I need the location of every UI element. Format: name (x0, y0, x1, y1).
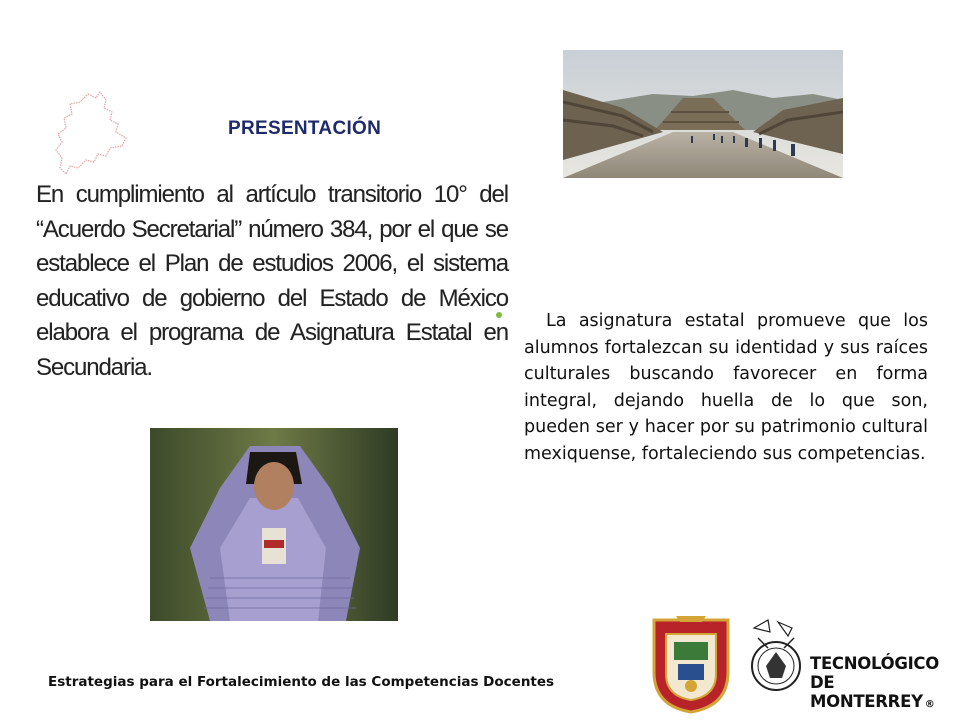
tec-de-monterrey-wordmark (810, 654, 960, 714)
bullet-dot (496, 312, 502, 318)
tec-name-line1: TECNOLÓGICO (810, 654, 939, 673)
woman-photo (150, 428, 398, 621)
body-paragraph (524, 308, 928, 494)
registered-mark: ® (924, 699, 935, 710)
tec-name-line2-text: DE MONTERREY (810, 673, 923, 711)
estado-de-mexico-map-outline (48, 88, 138, 188)
footer-caption: Estrategias para el Fortalecimiento de las Competencias Docentes (48, 674, 555, 690)
tec-name-line2 (810, 673, 960, 714)
pyramid-photo (563, 50, 843, 178)
tec-de-monterrey-emblem-logo (748, 618, 804, 698)
body-paragraph-text: La asignatura estatal promueve que los alumnos fortalezcan su identidad y sus raíces culturales buscando favorecer en forma integral, dejando huella de lo que son, pueden ser y hacer por su patrimonio cultural mexiquense, fortaleciendo sus competencias. (524, 311, 928, 464)
slide-title: PRESENTACIÓN (228, 118, 382, 139)
intro-paragraph: En cumplimiento al artículo transitorio 10° del “Acuerdo Secretarial” número 384, por el que se establece el Plan de estudios 2006, el sistema educativo de gobierno del Estado de México elabora el programa de Asignatura Estatal en Secundaria. (36, 181, 508, 381)
estado-de-mexico-seal-logo (648, 612, 734, 714)
